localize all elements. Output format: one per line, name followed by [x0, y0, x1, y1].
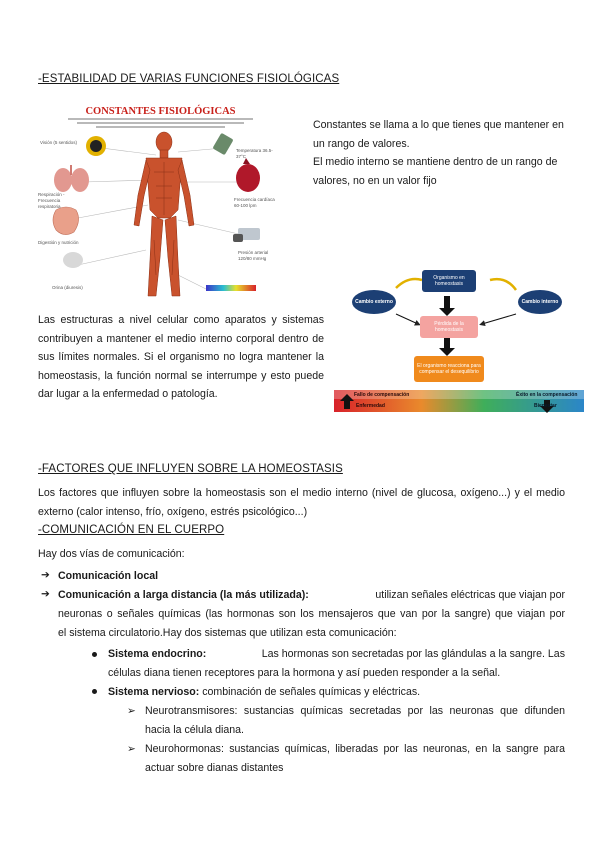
- box-organism-reacts: El organismo reacciona para compensar el desequilibrio: [414, 356, 484, 382]
- long-distance-text-2: neuronas o señales químicas (las hormonas son los mensajeros que van por la sangre) que viajan por: [58, 608, 565, 620]
- figure-title: CONSTANTES FISIOLÓGICAS: [85, 106, 236, 117]
- label-heart-rate: Frecuencia cardíaca 60-100 lpm: [234, 197, 275, 208]
- label-respiration: Respiración - Frecuencia respiratoria: [38, 192, 65, 209]
- long-distance-title: Comunicación a larga distancia (la más utilizada):: [58, 589, 309, 601]
- label-temperature: Temperatura 36.5-37°C: [236, 148, 273, 159]
- nervous-title: Sistema nervioso:: [108, 686, 200, 698]
- neurotransmitters-line-2: hacia la célula diana.: [145, 724, 244, 736]
- bar-label-compensation-success: Éxito en la compensación: [516, 392, 578, 398]
- arrow-bullet-2: ➔: [41, 588, 50, 600]
- neurohormones-line-2: actuar sobre dianas distantes: [145, 762, 284, 774]
- factors-paragraph: Los factores que influyen sobre la homeostasis son el medio interno (nivel de glucosa, oxígeno...) y el medio externo (calor intenso, frío, oxígeno, estrés psicológico...): [38, 487, 565, 518]
- section-heading-estabilidad: -ESTABILIDAD DE VARIAS FUNCIONES FISIOLÓGICAS: [38, 73, 340, 85]
- homeostasis-diagram: [330, 268, 590, 438]
- sub-arrow-1: ➢: [127, 705, 136, 717]
- constants-definition: Constantes se llama a lo que tienes que mantener en un rango de valores.: [313, 119, 564, 150]
- bar-label-wellbeing: Bienestar: [534, 403, 557, 409]
- nervous-line: [108, 683, 420, 702]
- long-distance-text-3: el sistema circulatorio.Hay dos sistemas que utilizan esta comunicación:: [58, 627, 397, 639]
- bar-label-compensation-failure: Fallo de compensación: [354, 392, 410, 398]
- bar-label-disease: Enfermedad: [356, 403, 385, 409]
- box-organism-homeostasis: Organismo en homeostasis: [422, 270, 476, 292]
- endocrine-line-1: [108, 645, 565, 664]
- neurotransmitters-line-1: Neurotransmisores: sustancias químicas secretadas por las neuronas que difunden: [145, 705, 565, 717]
- local-communication: Comunicación local: [58, 570, 159, 582]
- arrow-bullet-1: ➔: [41, 569, 50, 581]
- label-blood-pressure: Presión arterial 120/80 mmHg: [238, 250, 269, 261]
- endocrine-text-1: Las hormonas son secretadas por las glándulas a la sangre. Las: [261, 648, 565, 660]
- long-distance-text-1: utilizan señales eléctricas que viajan por: [375, 589, 565, 601]
- label-digestion: Digestión y nutrición: [38, 240, 79, 245]
- sub-arrow-2: ➢: [127, 743, 136, 755]
- nervous-text: combinación de señales químicas y eléctricas.: [202, 686, 421, 698]
- communication-intro: Hay dos vías de comunicación:: [38, 548, 185, 560]
- section-heading-factores: -FACTORES QUE INFLUYEN SOBRE LA HOMEOSTASIS: [38, 463, 343, 475]
- physiological-constants-figure: [38, 100, 283, 305]
- ellipse-internal-change: Cambio interno: [518, 290, 562, 314]
- section-heading-comunicacion: -COMUNICACIÓN EN EL CUERPO: [38, 524, 225, 536]
- bullet-endocrine: [92, 652, 97, 657]
- bullet-nervous: [92, 689, 97, 694]
- long-distance-line-1: [58, 586, 565, 605]
- box-homeostasis-loss: Pérdida de la homeostasis: [420, 316, 478, 338]
- internal-medium-range: El medio interno se mantiene dentro de un rango de valores, no en un valor fijo: [313, 156, 558, 187]
- endocrine-text-2: células diana tienen receptores para la hormona y así pueden responder a la señal.: [108, 667, 501, 679]
- label-vision: Visión (5 sentidos): [40, 140, 77, 145]
- endocrine-title: Sistema endocrino:: [108, 648, 207, 660]
- label-excretion: Orina (diuresis): [52, 285, 83, 290]
- cellular-structures-paragraph: Las estructuras a nivel celular como aparatos y sistemas contribuyen a mantener el medio interno corporal dentro de sus límites normales. Si el organismo no logra mantener la homeostasis, la función normal se interrumpe y esto puede dar lugar a la enfermedad o patología.: [38, 314, 324, 400]
- ellipse-external-change: Cambio externo: [352, 290, 396, 314]
- neurohormones-line-1: Neurohormonas: sustancias químicas, liberadas por las neuronas, en la sangre para: [145, 743, 565, 755]
